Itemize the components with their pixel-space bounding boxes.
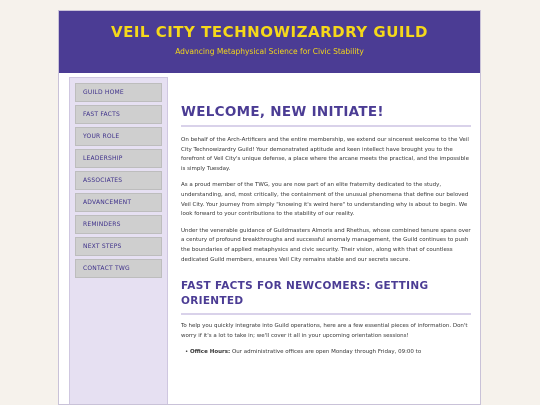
welcome-paragraph-1: On behalf of the Arch-Artificers and the entire membership, we extend our sincerest welcome to the Veil City Technowizardry Guild! Your demonstrated aptitude and keen intellect have brought you to the forefront of Veil City's unique defense, a place where the arcane meets the practical, and the impossible is simply Tuesday. <box>181 137 469 172</box>
fact-text: Our administrative offices are open Monday through Friday, 09:00 to <box>230 349 422 356</box>
welcome-heading: WELCOME, NEW INITIATE! <box>181 104 471 127</box>
fast-facts-list <box>185 348 471 358</box>
page-frame <box>58 10 481 405</box>
nav-reminders[interactable]: REMINDERS <box>75 215 162 234</box>
nav-contact-twg[interactable]: CONTACT TWG <box>75 259 162 278</box>
main-content <box>181 77 471 405</box>
nav-associates[interactable]: ASSOCIATES <box>75 171 162 190</box>
site-title: VEIL CITY TECHNOWIZARDRY GUILD <box>111 23 428 41</box>
nav-next-steps[interactable]: NEXT STEPS <box>75 237 162 256</box>
nav-fast-facts[interactable]: FAST FACTS <box>75 105 162 124</box>
welcome-paragraph-2: As a proud member of the TWG, you are now part of an elite fraternity dedicated to the study, understanding, and, most critically, the containment of the unusual phenomena that define our beloved Veil City. Your journey from simply "knowing it's weird here" to understanding why is about to begin. We look forward to your contributions to the stability of our reality. <box>181 182 469 218</box>
sidebar-nav <box>69 77 168 405</box>
nav-leadership[interactable]: LEADERSHIP <box>75 149 162 168</box>
list-item <box>185 348 471 358</box>
fact-term: Office Hours: <box>190 349 231 356</box>
nav-guild-home[interactable]: GUILD HOME <box>75 83 162 102</box>
welcome-paragraph-3: Under the venerable guidance of Guildmasters Almoris and Rhethus, whose combined tenure spans over a century of profound breakthroughs and successful anomaly management, the Guild continues to push the boundaries of applied metaphysics and civic security. Their vision, along with that of countless dedicated Guild members, ensures Veil City remains stable and our secrets secure. <box>181 227 471 263</box>
site-header <box>59 11 480 73</box>
bullet-icon: • <box>185 349 189 356</box>
nav-your-role[interactable]: YOUR ROLE <box>75 127 162 146</box>
fast-facts-heading: FAST FACTS FOR NEWCOMERS: GETTING ORIENTED <box>181 279 471 315</box>
fast-facts-intro: To help you quickly integrate into Guild operations, here are a few essential pieces of information. Don't worry if it's a lot to take in; we'll cover it all in your upcoming orientation sessions! <box>181 323 468 339</box>
site-tagline: Advancing Metaphysical Science for Civic Stability <box>175 47 364 56</box>
nav-advancement[interactable]: ADVANCEMENT <box>75 193 162 212</box>
